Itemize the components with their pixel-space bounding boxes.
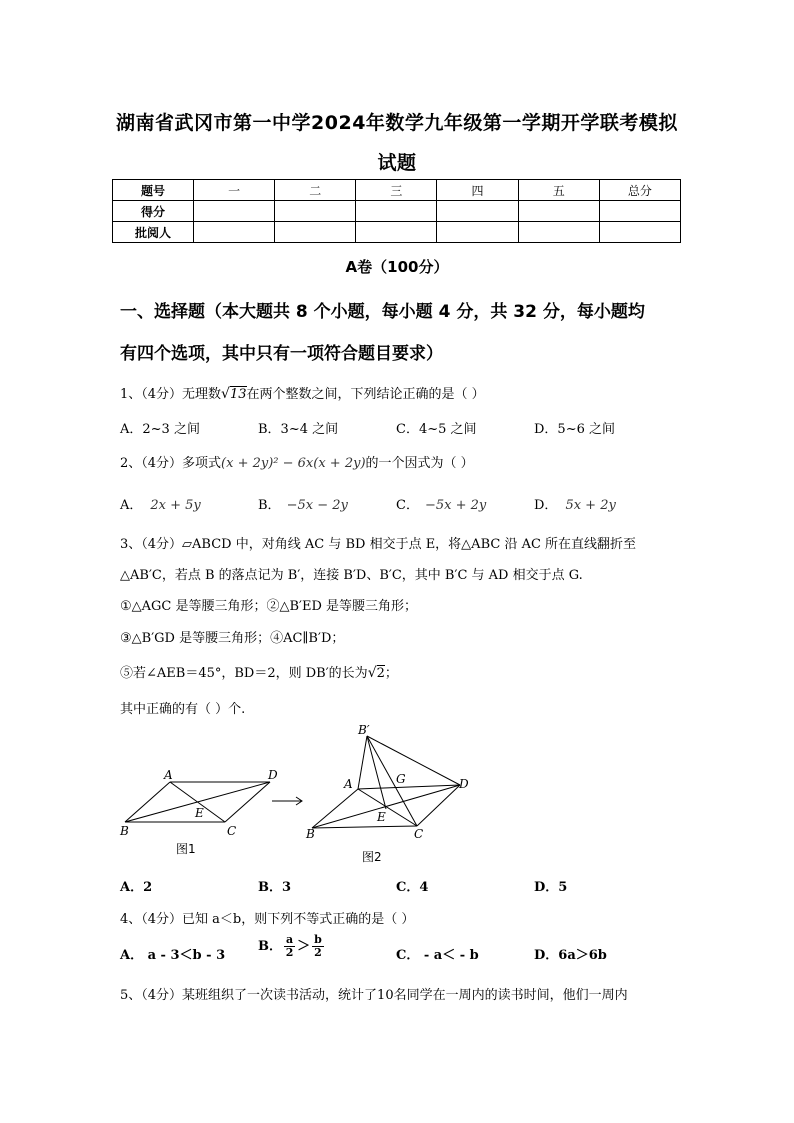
q2-text: 的一个因式为（ ） [365, 456, 474, 471]
q2-option-expr: −5x + 2y [424, 498, 487, 513]
q3-option-b[interactable]: B．3 [258, 880, 292, 895]
score-header-cell: 三 [356, 180, 437, 201]
score-table-header-row [113, 180, 681, 201]
q3-s5-radicand: 2 [376, 666, 385, 681]
score-table [112, 179, 681, 243]
score-header-cell: 五 [518, 180, 599, 201]
score-cell[interactable] [194, 201, 275, 222]
q3-s5-end: ； [384, 666, 398, 681]
score-cell[interactable] [518, 201, 599, 222]
score-header-cell: 一 [194, 180, 275, 201]
fig2-diagonal-ac [358, 789, 417, 826]
fraction-denominator: 2 [314, 946, 322, 959]
question-5: 5、（4分）某班组织了一次读书活动，统计了10名同学在一周内的读书时间，他们一周内 [120, 988, 628, 1003]
section1-heading-line2: 有四个选项，其中只有一项符合题目要求） [120, 344, 443, 364]
q3-option-c[interactable]: C．4 [396, 880, 429, 895]
q4-option-b-letter: B． [258, 939, 282, 954]
score-table-row [113, 201, 681, 222]
fig1-caption: 图1 [176, 842, 196, 856]
fig2-edge-ad [358, 785, 460, 789]
q1-option-a[interactable]: A．2~3 之间 [120, 422, 200, 437]
score-row-label: 得分 [113, 201, 194, 222]
q1-option-b[interactable]: B．3~4 之间 [258, 422, 339, 437]
question-3-ask: 其中正确的有（ ）个. [120, 702, 246, 717]
exam-title-line2: 试题 [377, 152, 417, 174]
q2-option-letter: D． [534, 498, 558, 513]
fig1-label-b: B [120, 824, 129, 838]
fig2-edge-ab-prime [358, 736, 367, 789]
fig2-edge-b-prime-e [367, 736, 386, 809]
q1-option-d[interactable]: D．5~6 之间 [534, 422, 615, 437]
q2-option-b[interactable] [258, 494, 348, 513]
score-cell[interactable] [599, 222, 680, 243]
question-3-statement-5 [120, 662, 398, 681]
fig2-label-g: G [396, 772, 406, 786]
q2-prefix: 2、（4分）多项式 [120, 456, 222, 471]
q2-option-letter: C． [396, 498, 419, 513]
q2-option-expr: 5x + 2y [565, 498, 616, 513]
question-1 [120, 383, 485, 402]
q2-option-letter: B． [258, 498, 281, 513]
fraction-denominator: 2 [285, 946, 294, 959]
part-a-heading: A卷（100分） [345, 258, 449, 276]
fraction-numerator: b [314, 933, 322, 946]
q4-option-c[interactable]: C． - a＜ - b [396, 948, 479, 963]
q3-s5-sqrt: √2 [367, 665, 385, 681]
section1-heading-line1: 一、选择题（本大题共 8 个小题，每小题 4 分，共 32 分，每小题均 [120, 302, 645, 322]
score-table-row [113, 222, 681, 243]
fig2-label-d: D [459, 777, 469, 791]
fig2-label-e: E [377, 810, 386, 824]
fraction-numerator: a [286, 933, 294, 946]
score-cell[interactable] [275, 201, 356, 222]
q3-option-d[interactable]: D．5 [534, 880, 568, 895]
score-cell[interactable] [599, 201, 680, 222]
fig2-label-b-prime: B′ [358, 723, 370, 737]
score-cell[interactable] [518, 222, 599, 243]
q4-fraction-left [284, 934, 295, 959]
score-header-cell: 总分 [599, 180, 680, 201]
q2-option-letter: A． [120, 498, 143, 513]
exam-title-line1: 湖南省武冈市第一中学2024年数学九年级第一学期开学联考模拟 [116, 112, 678, 134]
q4-option-a[interactable]: A． a - 3＜b - 3 [120, 948, 226, 963]
score-cell[interactable] [437, 201, 518, 222]
q1-text: 在两个整数之间，下列结论正确的是（ ） [246, 387, 485, 402]
q4-fraction-right [312, 934, 324, 959]
fig1-label-d: D [268, 768, 278, 782]
q2-option-d[interactable] [534, 494, 616, 513]
fig1-label-e: E [195, 806, 204, 820]
score-cell[interactable] [356, 201, 437, 222]
question-2 [120, 452, 474, 471]
fig2-edge-bc [312, 826, 417, 828]
fig1-label-a: A [164, 768, 173, 782]
fig2-caption: 图2 [362, 850, 382, 864]
q1-prefix: 1、（4分）无理数 [120, 387, 222, 402]
q3-option-a[interactable]: A．2 [120, 880, 153, 895]
question-3-line2: △AB′C，若点 B 的落点记为 B′，连接 B′D、B′C，其中 B′C 与 AD 相交于点 G. [120, 568, 583, 583]
question-4: 4、（4分）已知 a＜b，则下列不等式正确的是（ ） [120, 912, 415, 927]
fig2-label-a: A [344, 777, 353, 791]
figure-1 [110, 765, 290, 860]
q2-option-expr: −5x − 2y [286, 498, 348, 513]
score-header-cell: 题号 [113, 180, 194, 201]
q3-s5-text: ⑤若∠AEB＝45°，BD＝2，则 DB′的长为 [120, 666, 368, 681]
q4-option-b-relation: ＞ [297, 939, 311, 954]
score-header-cell: 二 [275, 180, 356, 201]
q1-sqrt: √13 [221, 386, 247, 402]
fig2-label-b: B [306, 827, 315, 841]
fig2-label-c: C [414, 827, 424, 841]
score-row-label: 批阅人 [113, 222, 194, 243]
score-cell[interactable] [194, 222, 275, 243]
q2-expression: (x + 2y)² − 6x(x + 2y) [221, 456, 366, 471]
q1-radicand: 13 [229, 387, 247, 402]
fig2-edge-ab [312, 789, 358, 828]
q4-option-b[interactable] [258, 934, 326, 959]
question-3-statement-1-2: ①△AGC 是等腰三角形；②△B′ED 是等腰三角形； [120, 599, 418, 614]
q1-option-c[interactable]: C．4~5 之间 [396, 422, 477, 437]
score-header-cell: 四 [437, 180, 518, 201]
score-cell[interactable] [275, 222, 356, 243]
question-3-line1: 3、（4分）▱ABCD 中，对角线 AC 与 BD 相交于点 E，将△ABC 沿 AC 所在直线翻折至 [120, 537, 637, 552]
figure-2 [300, 718, 480, 868]
fig1-label-c: C [227, 824, 237, 838]
q4-option-d[interactable]: D．6a＞6b [534, 948, 607, 963]
q2-option-c[interactable] [396, 494, 486, 513]
q2-option-expr: 2x + 5y [150, 498, 201, 513]
score-cell[interactable] [356, 222, 437, 243]
question-3-statement-3-4: ③△B′GD 是等腰三角形；④AC∥B′D； [120, 631, 345, 646]
q2-option-a[interactable] [120, 494, 201, 513]
score-cell[interactable] [437, 222, 518, 243]
